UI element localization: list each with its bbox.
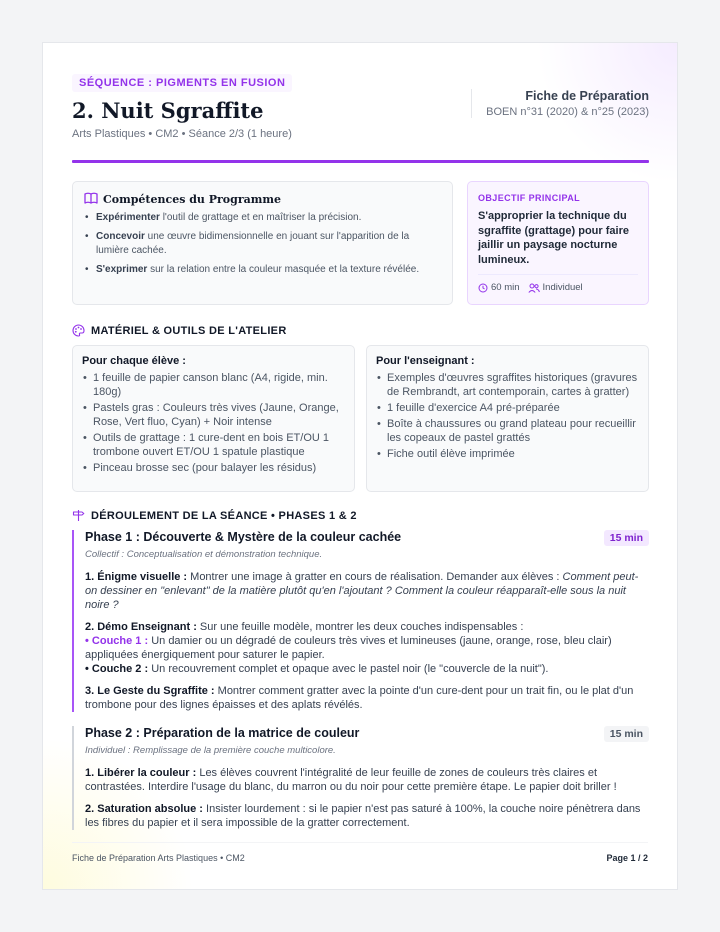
- list-item: • Pinceau brosse sec (pour balayer les résidus): [82, 461, 345, 475]
- list-item: • S'exprimer sur la relation entre la couleur masquée et la texture révélée.: [84, 263, 441, 277]
- duration-meta: 60 min: [478, 282, 520, 293]
- fiche-reference: BOEN n°31 (2020) & n°25 (2023): [486, 106, 649, 118]
- list-item: • 1 feuille de papier canson blanc (A4, rigide, min. 180g): [82, 371, 345, 399]
- phase-2-subtitle: Individuel : Remplissage de la première couche multicolore.: [85, 745, 336, 756]
- materiel-eleve-box: [72, 345, 355, 492]
- footer-left: Fiche de Préparation Arts Plastiques • CM2: [72, 853, 245, 863]
- list-item: • Boîte à chaussures ou grand plateau pour recueillir les copeaux de pastel grattés: [376, 417, 639, 445]
- materiel-heading: MATÉRIEL & OUTILS DE L'ATELIER: [72, 324, 649, 337]
- materiel-row: [72, 345, 649, 492]
- list-item: • 1 feuille d'exercice A4 pré-préparée: [376, 401, 639, 415]
- competences-box: [72, 181, 453, 305]
- header-divider: [72, 160, 649, 163]
- list-item: • Exemples d'œuvres sgraffites historiques (gravures de Rembrandt, art contemporain, cartes à gratter): [376, 371, 639, 399]
- list-item: • Concevoir une œuvre bidimensionnelle en jouant sur l'apparition de la lumière cachée.: [84, 230, 441, 258]
- phase-1: [72, 530, 649, 712]
- materiel-enseignant-list: [376, 371, 639, 461]
- materiel-eleve-title: Pour chaque élève :: [82, 355, 186, 367]
- palette-icon: [72, 324, 85, 337]
- phase-2-step-1: 1. Libérer la couleur : Les élèves couvrent l'intégralité de leur feuille de zones de couleurs très claires et contrastées. Interdire l'usage du blanc, du marron ou du noir pour cette première étape. Le papier doit briller !: [85, 767, 617, 793]
- objectif-text: S'approprier la technique du sgraffite (grattage) pour faire jaillir un paysage nocturne lumineux.: [478, 210, 629, 266]
- objectif-meta: [478, 274, 638, 293]
- fiche-info: [471, 89, 649, 118]
- phase-1-step-2: 2. Démo Enseignant : Sur une feuille modèle, montrer les deux couches indispensables : • Couche 1 : Un damier ou un dégradé de couleurs très vives et lumineuses (jaune, orange, rose, bleu clair) appliquées énergiquement pour saturer le papier. • Couche 2 : Un recouvrement complet et opaque avec le pastel noir (le "couvercle de la nuit").: [85, 621, 612, 675]
- phase-1-step-3: 3. Le Geste du Sgraffite : Montrer comment gratter avec la pointe d'un cure-dent pour un trait fin, ou le plat d'un trombone pour des lignes épaisses et des aplats révélés.: [85, 685, 634, 711]
- materiel-eleve-list: [82, 371, 345, 475]
- phase-1-duration-badge: 15 min: [604, 530, 649, 546]
- phase-1-subtitle: Collectif : Conceptualisation et démonstration technique.: [85, 549, 323, 560]
- mode-meta: Individuel: [528, 282, 583, 293]
- phase-2-step-2: 2. Saturation absolue : Insister lourdement : si le papier n'est pas saturé à 100%, la couche noire pénètrera dans les fibres du papier et il sera impossible de la gratter correctement.: [85, 803, 641, 829]
- book-icon: [84, 192, 98, 207]
- page-title: 2. Nuit Sgraffite: [72, 98, 264, 123]
- sequence-badge: SÉQUENCE : PIGMENTS EN FUSION: [72, 74, 292, 92]
- materiel-enseignant-title: Pour l'enseignant :: [376, 355, 475, 367]
- competences-title: Compétences du Programme: [103, 193, 282, 206]
- list-item: • Outils de grattage : 1 cure-dent en bois ET/OU 1 trombone ouvert ET/OU 1 spatule plastique: [82, 431, 345, 459]
- objectif-box: [467, 181, 649, 305]
- phase-1-step-1: 1. Énigme visuelle : Montrer une image à gratter en cours de réalisation. Demander aux élèves : Comment peut-on dessiner en "enlevant" de la matière plutôt qu'en l'ajoutant ? Comment la couleur réapparaît-elle sous la nuit noire ?: [85, 571, 639, 611]
- phase-2: [72, 726, 649, 830]
- phase-2-duration-badge: 15 min: [604, 726, 649, 742]
- phase-1-title: Phase 1 : Découverte & Mystère de la couleur cachée: [85, 530, 402, 544]
- page-number: Page 1 / 2: [606, 853, 648, 863]
- objectif-label: OBJECTIF PRINCIPAL: [478, 193, 581, 203]
- users-icon: [528, 283, 540, 293]
- page-subtitle: Arts Plastiques • CM2 • Séance 2/3 (1 heure): [72, 128, 292, 140]
- document-page: [42, 42, 678, 890]
- intro-row: [72, 181, 649, 305]
- phase-2-title: Phase 2 : Préparation de la matrice de couleur: [85, 726, 360, 740]
- materiel-enseignant-box: [366, 345, 649, 492]
- competences-list: [84, 211, 441, 277]
- page-footer: [72, 842, 648, 863]
- fiche-title: Fiche de Préparation: [525, 89, 649, 103]
- clock-icon: [478, 283, 488, 293]
- competences-heading: [84, 192, 441, 207]
- document-header: [72, 73, 649, 163]
- deroulement-heading: DÉROULEMENT DE LA SÉANCE • PHASES 1 & 2: [72, 509, 649, 522]
- list-item: • Fiche outil élève imprimée: [376, 447, 639, 461]
- list-item: • Expérimenter l'outil de grattage et en maîtriser la précision.: [84, 211, 441, 225]
- list-item: • Pastels gras : Couleurs très vives (Jaune, Orange, Rose, Vert fluo, Cyan) + Noir intense: [82, 401, 345, 429]
- signpost-icon: [72, 509, 85, 522]
- page-content: [72, 73, 649, 830]
